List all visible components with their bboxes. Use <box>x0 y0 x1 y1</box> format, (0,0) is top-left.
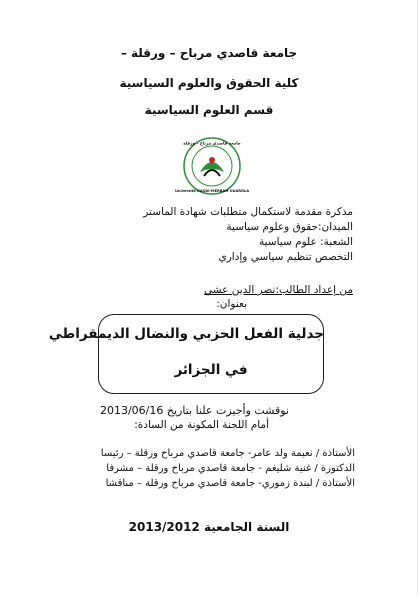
thesis-purpose: مذكرة مقدمة لاستكمال متطلبات شهادة الماستر <box>143 206 353 218</box>
university-logo <box>174 136 250 196</box>
logo-ring-text: جامعة قاصدي مرباح - ورقلة <box>183 140 241 146</box>
committee-member-supervisor: الدكتورة / غنية شليغم - جامعة قاصدي مرباح ورقلة – مشرفا <box>106 463 355 474</box>
thesis-title-line1: جدلية الفعل الحزبي والنضال الديمقراطي <box>48 326 324 342</box>
faculty-name: كلية الحقوق والعلوم السياسية <box>119 76 299 90</box>
university-name: جامعة قاصدي مرباح – ورقلة – <box>120 46 298 60</box>
by-title-label: بعنوان: <box>216 298 247 310</box>
author-line: من إعداد الطالب:نصر الدين عشي <box>204 284 353 296</box>
thesis-branch: الشعبة: علوم سياسية <box>259 236 353 248</box>
committee-member-president: الأستاذة / نعيمة ولد عامر- جامعة قاصدي مرباح ورقلة – رئيسا <box>100 448 355 459</box>
thesis-specialty: التخصص تنظيم سياسي وإداري <box>218 251 353 263</box>
committee-member-examiner: الأستاذة / لبندة زموري- جامعة قاصدي مرباح ورقلة – مناقشا <box>105 478 355 489</box>
thesis-title-line2: في الجزائر <box>174 362 248 378</box>
logo-book-shape <box>204 170 220 176</box>
academic-year: السنة الجامعية 2013/2012 <box>128 520 290 534</box>
logo-ring-text-latin: Université KASDI-MERBAH OUARGLA <box>174 189 250 193</box>
logo-red-dot <box>209 157 215 163</box>
committee-intro: أمام اللجنة المكونة من السادة: <box>134 419 269 431</box>
thesis-field: الميدان:حقوق وعلوم سياسية <box>226 221 353 233</box>
department-name: قسم العلوم السياسية <box>144 103 274 117</box>
defense-date: نوقشت وأجيزت علنا بتاريخ 2013/06/16 <box>99 404 289 417</box>
